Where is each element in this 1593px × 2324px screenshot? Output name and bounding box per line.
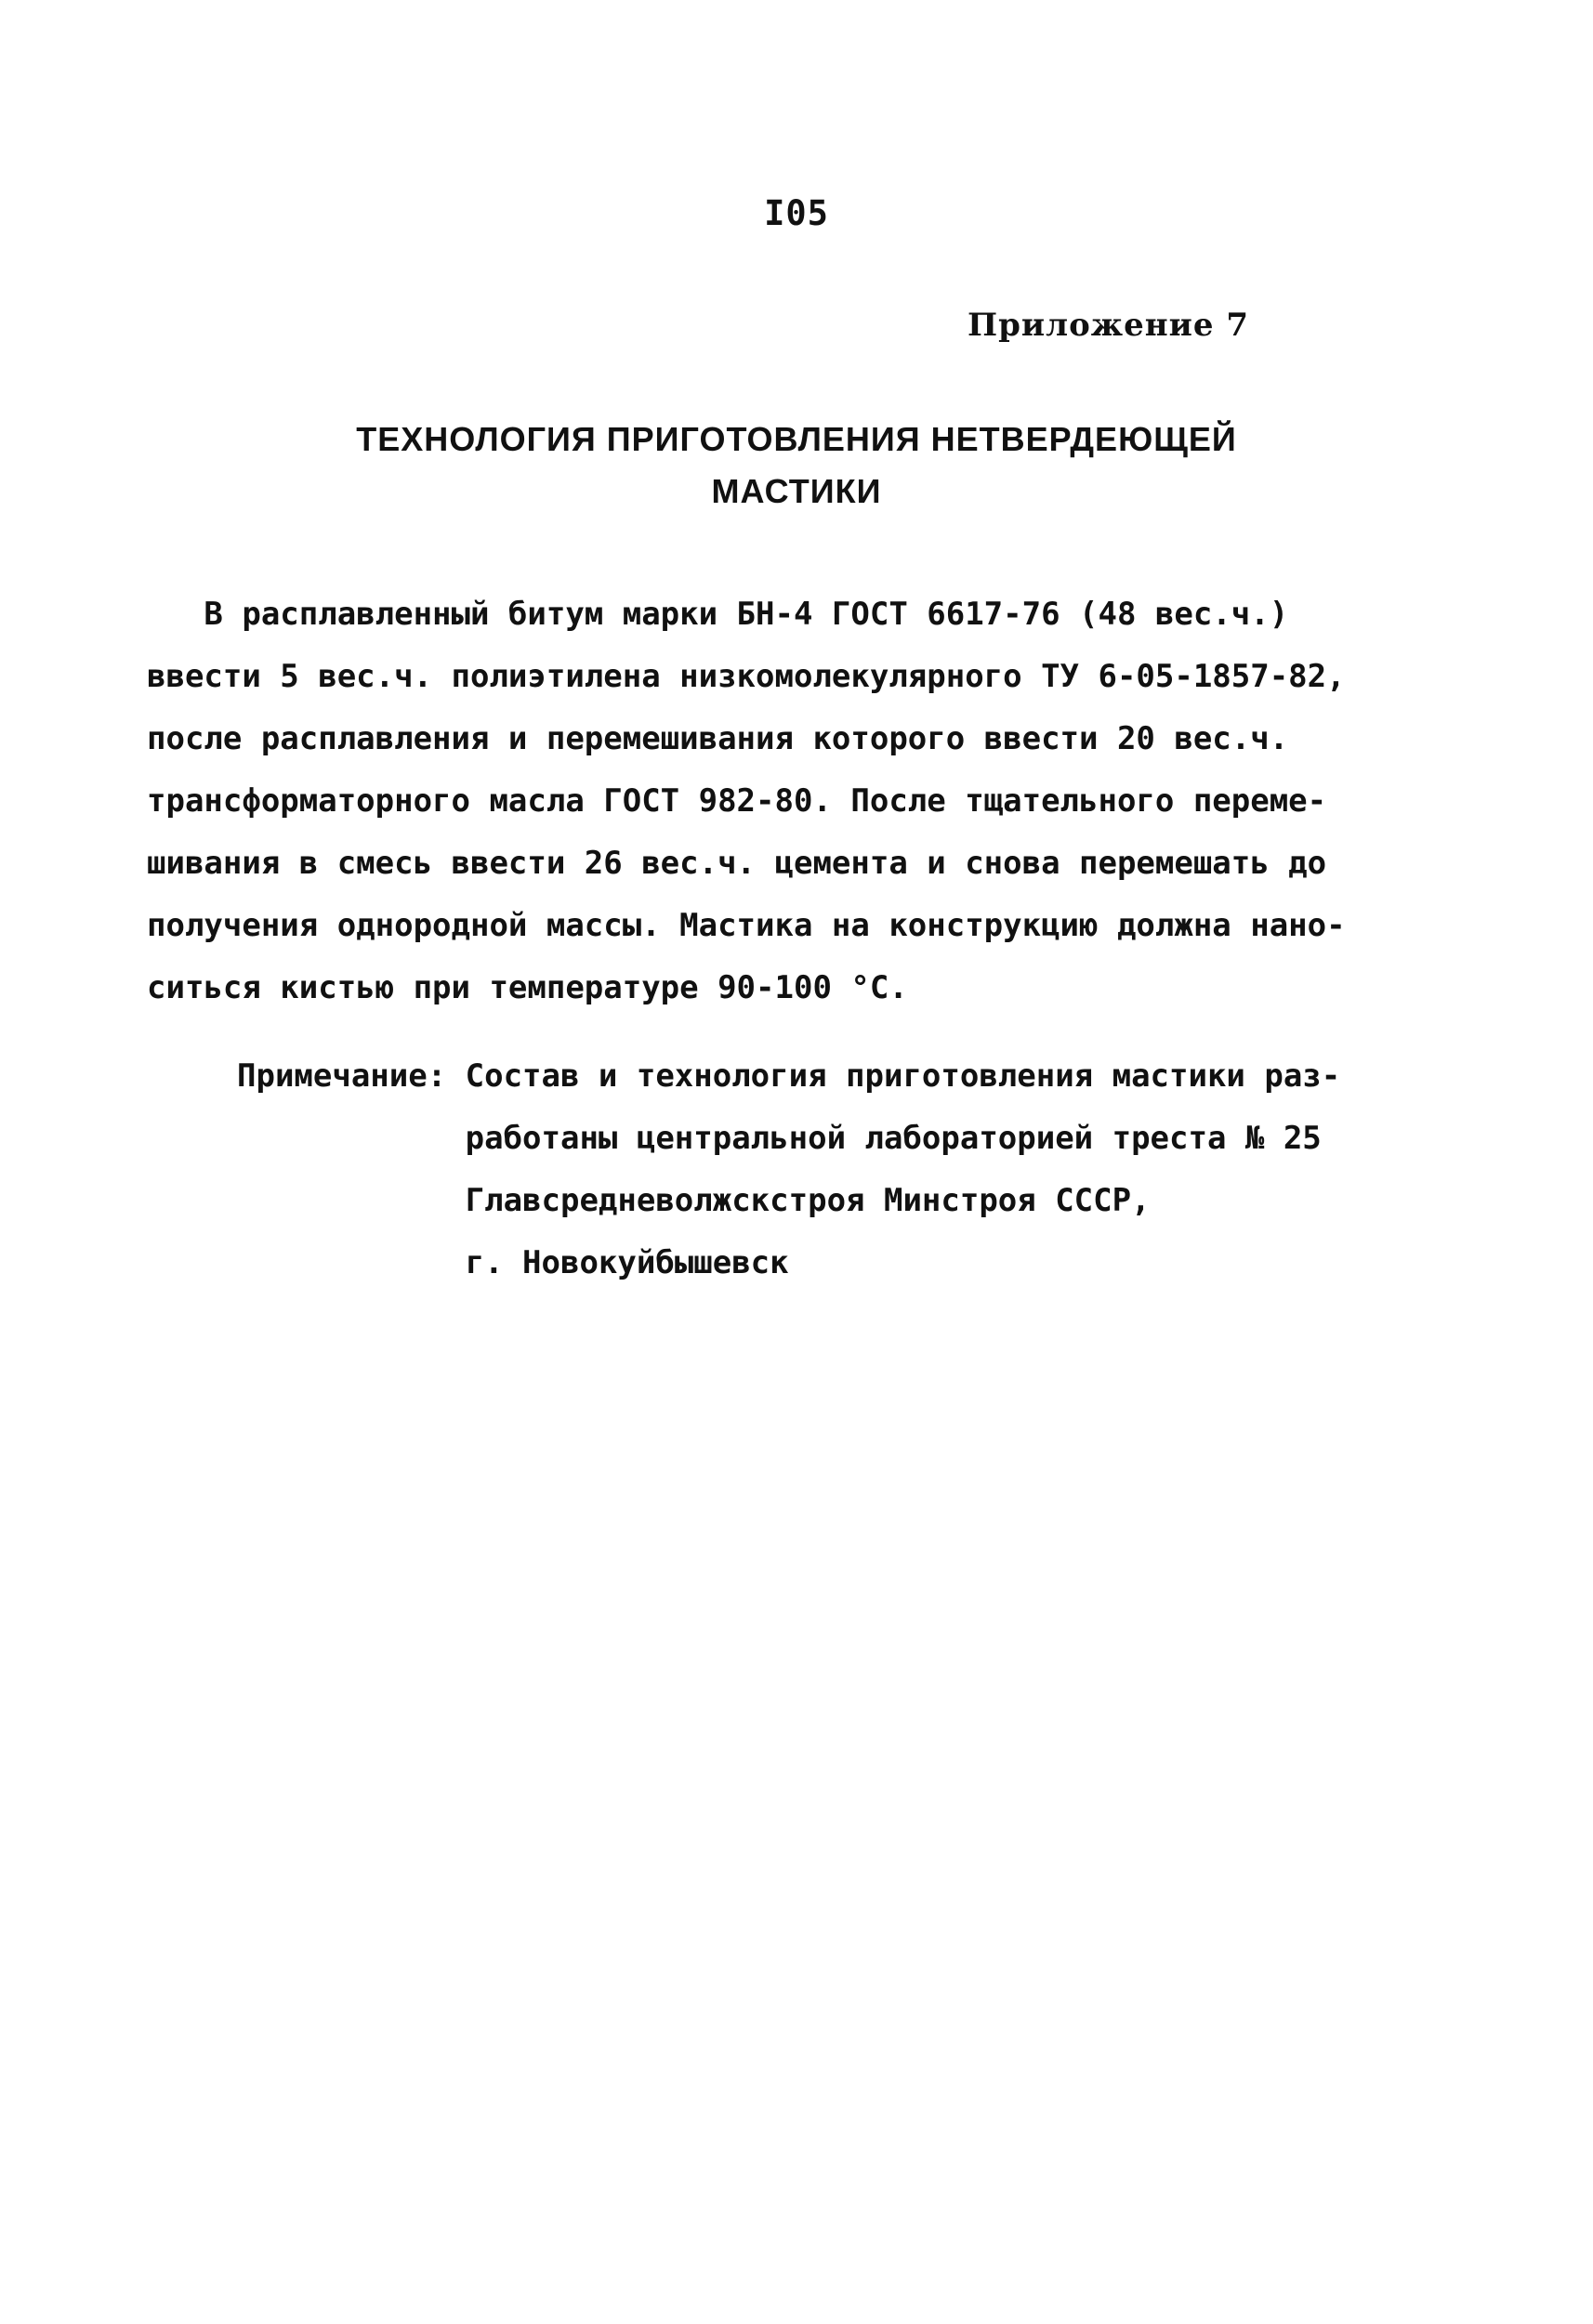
note-line: работаны центральной лабораторией треста № 25 [465,1120,1322,1157]
body-line: получения однородной массы. Мастика на конструкцию должна нано- [147,907,1346,944]
note-line: Главсредневолжскстроя Минстроя СССР, [465,1182,1151,1219]
page-number: I05 [764,193,829,233]
note-block [237,1045,1352,1294]
body-line: ввести 5 вес.ч. полиэтилена низкомолекулярного ТУ 6-05-1857-82, [147,658,1346,695]
note-label: Примечание: [237,1057,466,1095]
document-title [0,414,1593,518]
body-paragraph [147,584,1346,1019]
title-line-2: МАСТИКИ [711,472,882,510]
body-line: ситься кистью при температуре 90-100 °С. [147,969,908,1006]
title-line-1: ТЕХНОЛОГИЯ ПРИГОТОВЛЕНИЯ НЕТВЕРДЕЮЩЕЙ [356,420,1237,458]
body-line: шивания в смесь ввести 26 вес.ч. цемента и снова перемешать до [147,845,1327,882]
note-line: Состав и технология приготовления мастики раз- [465,1057,1341,1095]
body-line: трансформаторного масла ГОСТ 982-80. После тщательного переме- [147,782,1327,820]
body-line: после расплавления и перемешивания которого ввести 20 вес.ч. [147,720,1289,757]
appendix-label: Приложение 7 [968,307,1249,344]
note-line: г. Новокуйбышевск [465,1244,789,1281]
body-line: В расплавленный битум марки БН-4 ГОСТ 6617-76 (48 вес.ч.) [147,596,1289,633]
note-text [466,1045,1341,1294]
